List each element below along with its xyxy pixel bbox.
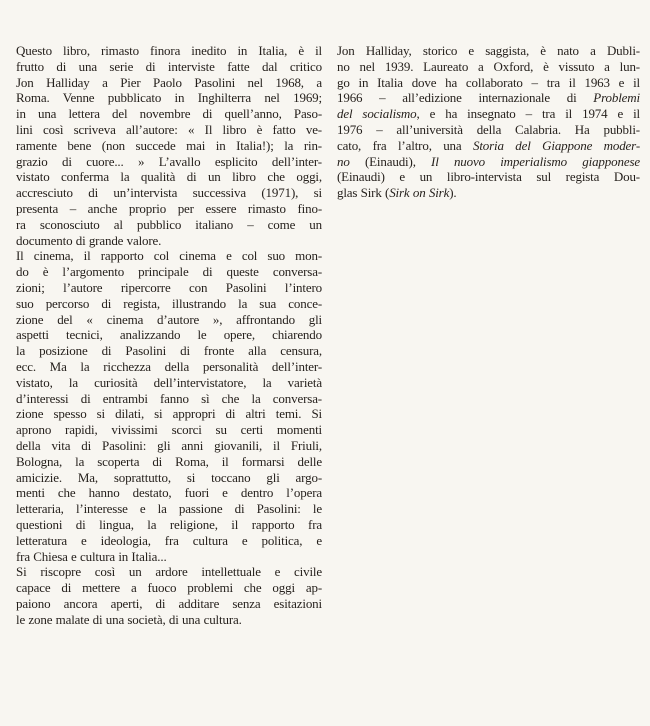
text-line [16, 217, 322, 233]
text-segment: zioni; l’autore ripercorre con Pasolini l’intero [16, 279, 322, 295]
text-segment: frutto di una serie di interviste fatte dal critico [16, 58, 322, 74]
text-segment: ra sconosciuto al pubblico italiano – come un [16, 216, 322, 232]
text-segment: cato, fra l’altro, una [337, 137, 473, 153]
text-segment: presenta – anche proprio per essere rimasto fino- [16, 200, 322, 216]
text-line [337, 154, 640, 170]
text-segment: documento di grande valore. [16, 232, 162, 248]
italic-book-title: del socialismo [337, 106, 417, 122]
text-segment: no nel 1939. Laureato a Oxford, è vissuto a lun- [337, 58, 640, 74]
text-line [16, 580, 322, 596]
text-line [16, 422, 322, 438]
text-segment: la posizione di Pasolini di fronte alla censura, [16, 343, 322, 359]
text-line [16, 359, 322, 375]
text-line [16, 375, 322, 391]
text-line [16, 612, 322, 628]
text-line [16, 264, 322, 280]
text-segment: d’interessi di entrambi fanno sì che la conversa- [16, 390, 322, 406]
text-line [16, 391, 322, 407]
text-line [16, 280, 322, 296]
text-segment: zione spesso si dilati, si appropri di altri temi. Si [16, 406, 322, 422]
italic-book-title: Sirk on Sirk [389, 185, 450, 201]
text-line [337, 90, 640, 106]
text-line [16, 312, 322, 328]
text-line [16, 470, 322, 486]
text-line [16, 59, 322, 75]
text-line [16, 501, 322, 517]
text-line [16, 296, 322, 312]
text-segment: Roma. Venne pubblicato in Inghilterra nel 1969; [16, 90, 322, 106]
text-line [16, 75, 322, 91]
text-segment: Jon Halliday a Pier Paolo Pasolini nel 1968, a [16, 74, 322, 90]
text-segment: glas Sirk ( [337, 185, 390, 201]
text-segment: letteratura e ideologia, fra cultura e politica, e [16, 532, 322, 548]
text-segment: (Einaudi) e un libro-intervista sul regista Dou- [337, 169, 640, 185]
text-segment: fra Chiesa e cultura in Italia... [16, 548, 167, 564]
text-line [16, 43, 322, 59]
text-line [337, 169, 640, 185]
text-segment: accresciuto di un’intervista successiva (1971), si [16, 185, 322, 201]
text-segment: , e ha insegnato – tra il 1974 e il [416, 106, 641, 122]
text-segment: ramente bene (non succede mai in Italia!); la rin- [16, 137, 322, 153]
text-line [16, 533, 322, 549]
text-segment: menti che hanno destato, fuori e dentro l’opera [16, 485, 322, 501]
text-line [16, 485, 322, 501]
text-line [16, 596, 322, 612]
right-column [337, 43, 640, 201]
text-line [16, 201, 322, 217]
text-line [16, 90, 322, 106]
text-line [337, 43, 640, 59]
text-line [16, 154, 322, 170]
text-segment: ecc. Ma la ricchezza della personalità dell’inter- [16, 358, 322, 374]
text-segment: in una lettera del novembre di quell’anno, Paso- [16, 106, 322, 122]
text-segment: Jon Halliday, storico e saggista, è nato a Dubli- [337, 43, 640, 58]
text-segment: paiono ancora aperti, di additare senza esitazioni [16, 595, 322, 611]
text-segment: vistato, la curiosità dell’intervistatore, la varietà [16, 374, 322, 390]
text-segment: Bologna, la scoperta di Roma, il formarsi delle [16, 453, 322, 469]
text-line [16, 438, 322, 454]
text-line [337, 122, 640, 138]
text-segment: della vita di Pasolini: gli anni giovanili, il Friuli, [16, 437, 322, 453]
text-segment: suo percorso di regista, illustrando la sua conce- [16, 295, 322, 311]
text-line [337, 59, 640, 75]
text-line [16, 106, 322, 122]
text-segment: aprono rapidi, vivissimi scorci su certi momenti [16, 422, 322, 438]
left-column [16, 43, 322, 627]
text-segment: grazio di cuore... » L’avallo esplicito dell’inter- [16, 153, 322, 169]
text-columns [16, 43, 640, 627]
text-line [16, 406, 322, 422]
text-line [337, 138, 640, 154]
text-segment: Questo libro, rimasto finora inedito in Italia, è il [16, 43, 322, 58]
text-line [16, 233, 322, 249]
text-segment: Si riscopre così un ardore intellettuale e civile [16, 564, 322, 580]
text-segment: amicizie. Ma, soprattutto, si toccano gli argo- [16, 469, 322, 485]
text-segment: Il cinema, il rapporto col cinema e col suo mon- [16, 248, 322, 264]
italic-book-title: Storia del Giappone moder- [472, 137, 641, 153]
text-line [16, 327, 322, 343]
text-segment: zione del « cinema d’autore », affrontando gli [16, 311, 322, 327]
text-line [16, 454, 322, 470]
italic-book-title: Il nuovo imperialismo giapponese [431, 153, 640, 169]
text-segment: (Einaudi), [349, 153, 432, 169]
text-line [337, 185, 640, 201]
text-line [16, 517, 322, 533]
text-line [16, 549, 322, 565]
text-line [16, 169, 322, 185]
text-segment: 1966 – all’edizione internazionale di [337, 90, 594, 106]
text-line [16, 138, 322, 154]
text-line [337, 75, 640, 91]
text-segment: 1976 – all’università della Calabria. Ha pubbli- [337, 121, 640, 137]
italic-book-title: no [337, 153, 350, 169]
italic-book-title: Problemi [593, 90, 640, 106]
text-segment: letteraria, l’interesse e la passione di Pasolini: le [16, 501, 322, 517]
text-segment: vistato conferma la qualità di un libro che oggi, [16, 169, 322, 185]
text-line [16, 185, 322, 201]
text-segment: questioni di lingua, la religione, il rapporto fra [16, 516, 322, 532]
text-segment: capace di mettere a fuoco problemi che oggi ap- [16, 580, 322, 596]
text-line [16, 248, 322, 264]
text-line [337, 106, 640, 122]
text-segment: le zone malate di una società, di una cultura. [16, 611, 242, 627]
text-segment: aspetti tecnici, analizzando le opere, chiarendo [16, 327, 322, 343]
text-segment: ). [449, 185, 457, 201]
text-line [16, 564, 322, 580]
text-segment: lini così scriveva all’autore: « Il libro è fatto ve- [16, 121, 322, 137]
text-line [16, 122, 322, 138]
text-segment: do è l’argomento principale di queste conversa- [16, 264, 322, 280]
text-segment: go in Italia dove ha collaborato – tra il 1963 e il [337, 74, 640, 90]
text-line [16, 343, 322, 359]
